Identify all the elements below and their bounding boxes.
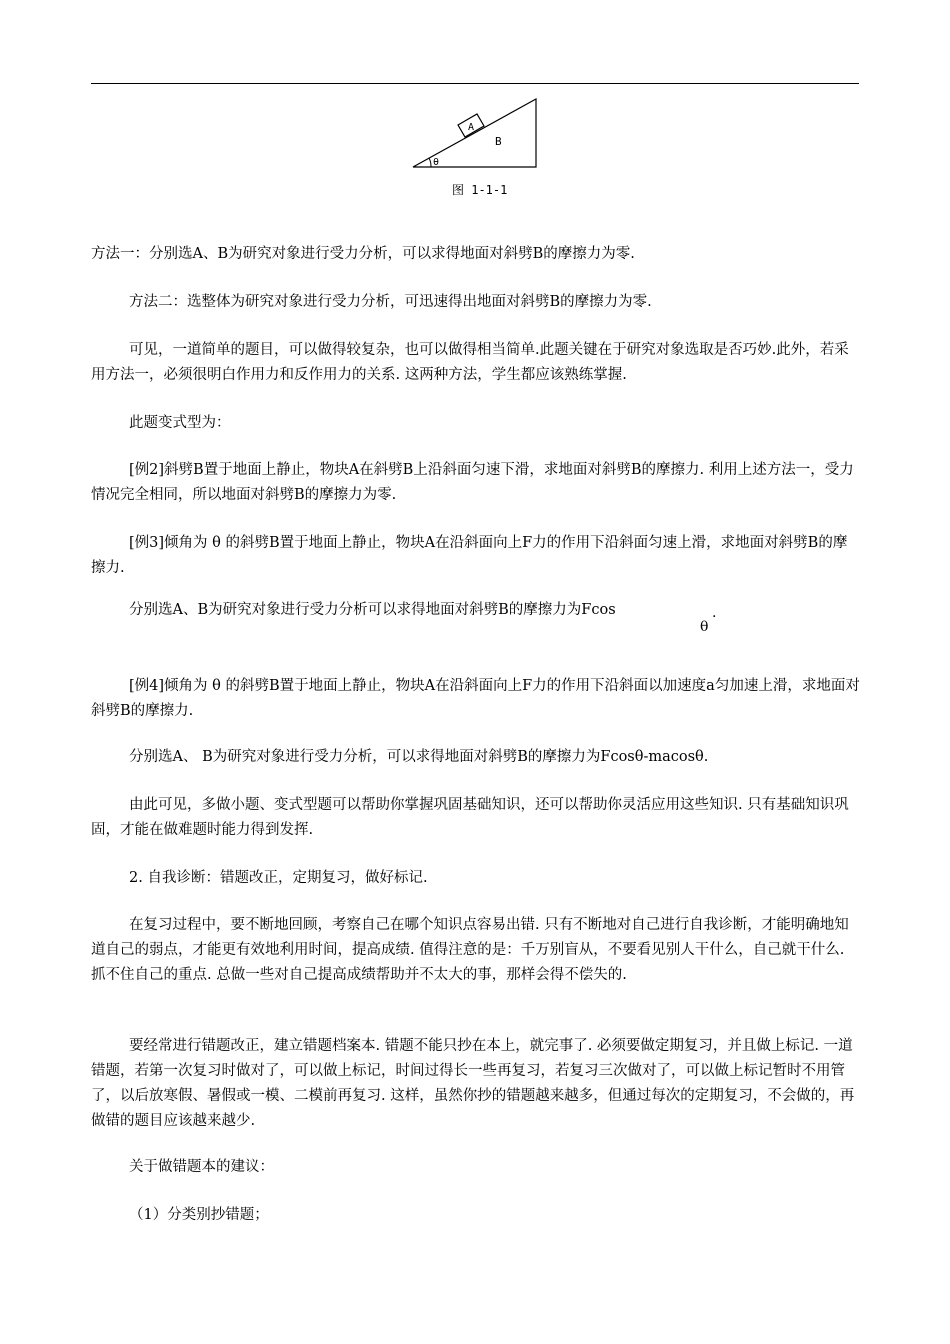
paragraph: 2. 自我诊断：错题改正，定期复习，做好标记. xyxy=(129,870,428,886)
paragraph: 在复习过程中，要不断地回顾，考察自己在哪个知识点容易出错. 只有不断地对自己进行自我诊断，才能明确地知道自己的弱点，才能更有效地利用时间，提高成绩. 值得注意的是：千万别盲从，不要看见别人干什么，自己就干什么. 抓不住自己的重点. 总做一些对自己提高成绩帮助并不太大的事，那样会得不偿失的. xyxy=(91,917,849,983)
paragraph: 关于做错题本的建议： xyxy=(129,1159,274,1175)
paragraph: [例4]倾角为 θ 的斜劈B置于地面上静止，物块A在沿斜面向上F力的作用下沿斜面以加速度a匀加速上滑，求地面对斜劈B的摩擦力. xyxy=(91,678,860,719)
paragraph: 方法一：分别选A、B为研究对象进行受力分析，可以求得地面对斜劈B的摩擦力为零. xyxy=(91,246,635,262)
figure-caption: 图 1-1-1 xyxy=(452,183,508,197)
theta-glyph: θ xyxy=(700,619,709,635)
paragraph: [例3]倾角为 θ 的斜劈B置于地面上静止，物块A在沿斜面向上F力的作用下沿斜面匀速上滑，求地面对斜劈B的摩擦力. xyxy=(91,535,848,576)
header-rule xyxy=(91,83,859,84)
paragraph: 此题变式型为： xyxy=(129,415,231,431)
paragraph: 可见，一道简单的题目，可以做得较复杂，也可以做得相当简单.此题关键在于研究对象选取是否巧妙.此外，若采用方法一，必须很明白作用力和反作用力的关系. 这两种方法，学生都应该熟练掌握. xyxy=(91,342,849,383)
wedge-b-label: B xyxy=(495,135,502,148)
paragraph: 分别选A、B为研究对象进行受力分析可以求得地面对斜劈B的摩擦力为Fcos xyxy=(129,602,616,618)
paragraph: 由此可见，多做小题、变式型题可以帮助你掌握巩固基础知识，还可以帮助你灵活应用这些知识. 只有基础知识巩固，才能在做难题时能力得到发挥. xyxy=(91,797,849,838)
theta-period: . xyxy=(712,605,717,621)
paragraph: 分别选A、 B为研究对象进行受力分析，可以求得地面对斜劈B的摩擦力为Fcosθ-macosθ. xyxy=(129,749,709,765)
paragraph: （1）分类别抄错题； xyxy=(129,1207,269,1223)
paragraph: 方法二：选整体为研究对象进行受力分析，可迅速得出地面对斜劈B的摩擦力为零. xyxy=(129,294,652,310)
paragraph: [例2]斜劈B置于地面上静止，物块A在斜劈B上沿斜面匀速下滑，求地面对斜劈B的摩擦力. 利用上述方法一，受力情况完全相同，所以地面对斜劈B的摩擦力为零. xyxy=(91,462,854,503)
block-a-label: A xyxy=(468,122,475,133)
theta-label: θ xyxy=(433,157,440,168)
paragraph: 要经常进行错题改正，建立错题档案本. 错题不能只抄在本上，就完事了. 必须要做定期复习，并且做上标记. 一道错题，若第一次复习时做对了，可以做上标记，时间过得长一些再复习，若复习三次做对了，可以做上标记暂时不用管了，以后放寒假、暑假或一模、二模前再复习. 这样，虽然你抄的错题越来越多，但通过每次的定期复习，不会做的，再做错的题目应该越来越少. xyxy=(91,1038,855,1129)
